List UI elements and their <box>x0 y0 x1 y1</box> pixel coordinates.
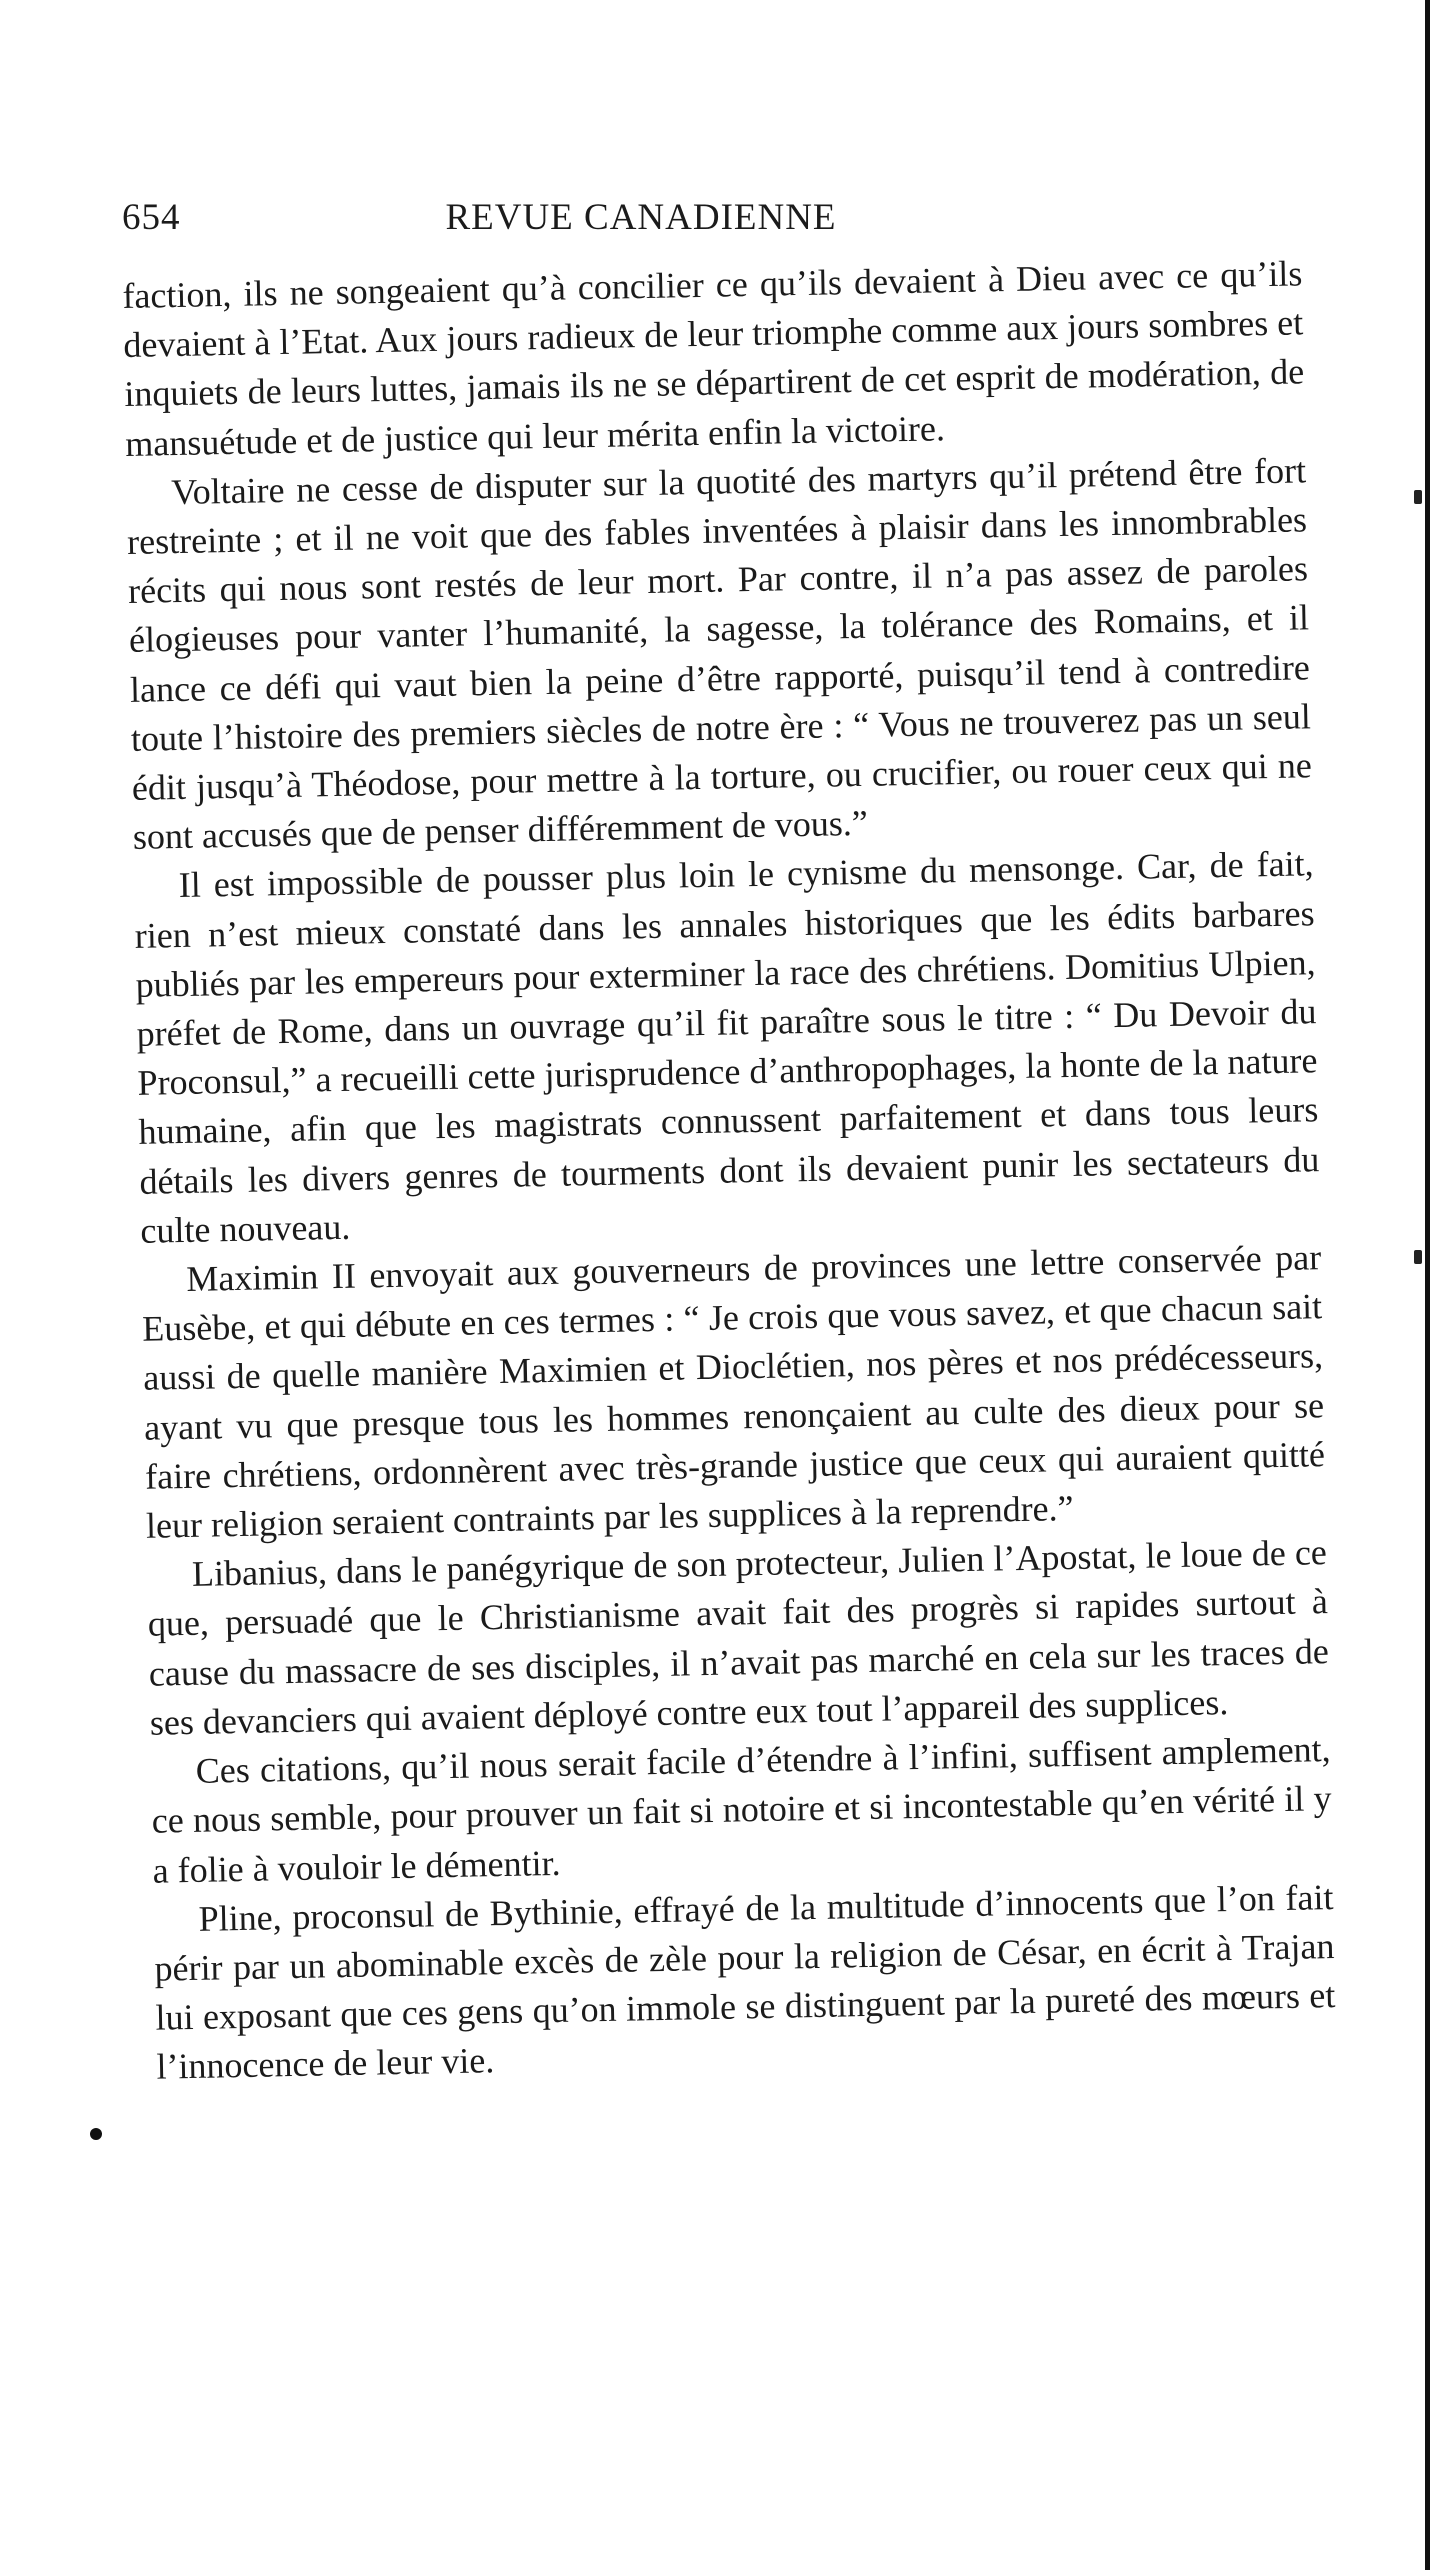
running-header <box>122 196 1340 242</box>
page-number: 654 <box>122 197 181 238</box>
paragraph: faction, ils ne songeaient qu’à concilier ce qu’ils devaient à Dieu avec ce qu’ils devaient à l’Etat. Aux jours radieux de leur triomphe comme aux jours sombres et inquiets de leurs luttes, jamais ils ne se départirent de cet esprit de modération, de mansuétude et de justice qui leur mérita enfin la victoire. <box>122 253 1305 464</box>
paragraph: Il est impossible de pousser plus loin le cynisme du mensonge. Car, de fait, rien n’est mieux constaté dans les annales historiques que les édits barbares publiés par les empereurs pour exterminer la race des chrétiens. Domitius Ulpien, préfet de Rome, dans un ouvrage qu’il fit paraître sous le titre : “ Du Devoir du Proconsul,” a recueilli cette jurisprudence d’anthropophages, la honte de la nature humaine, afin que les magistrats connussent parfaitement et dans tous leurs détails les divers genres de tourments dont ils devaient punir les sectateurs du culte nouveau. <box>134 843 1320 1251</box>
body-text <box>122 249 1337 2092</box>
running-title: REVUE CANADIENNE <box>445 197 837 238</box>
paragraph: Voltaire ne cesse de disputer sur la quotité des martyrs qu’il prétend être fort restreinte ; et il ne voit que des fables inventées à plaisir dans les innombrables récits qui nous sont restés de leur mort. Par contre, il n’a pas assez de paroles élogieuses pour vanter l’humanité, la sagesse, la tolérance des Romains, et il lance ce défi qui vaut bien la peine d’être rapporté, puisqu’il tend à contredire toute l’histoire des premiers siècles de notre ère : “ Vous ne trouverez pas un seul édit jusqu’à Théodose, pour mettre à la torture, ou crucifier, ou rouer ceux qui ne sont accusés que de penser différemment de vous.” <box>126 450 1313 858</box>
ink-smudge <box>90 2128 102 2140</box>
paragraph: Libanius, dans le panégyrique de son protecteur, Julien l’Apostat, le loue de ce que, persuadé que le Christianisme avait fait des progrès si rapides surtout à cause du massacre de ses disciples, il n’avait pas marché en cela sur les traces de ses devanciers qui avaient déployé contre eux tout l’appareil des supplices. <box>147 1532 1330 1743</box>
paragraph: Ces citations, qu’il nous serait facile d’étendre à l’infini, suffisent amplement, ce nous semble, pour prouver un fait si notoire et si incontestable qu’en vérité il y a folie à vouloir le démentir. <box>151 1729 1332 1891</box>
paragraph: Pline, proconsul de Bythinie, effrayé de la multitude d’innocents que l’on fait périr par un abominable excès de zèle pour la religion de César, en écrit à Trajan lui exposant que ces gens qu’on immole se distinguent par la pureté des mœurs et l’innocence de leur vie. <box>154 1876 1336 2087</box>
page-edge-mark <box>1414 490 1422 504</box>
page-edge <box>1425 0 1430 2570</box>
page-edge-mark <box>1414 1250 1422 1264</box>
paragraph: Maximin II envoyait aux gouverneurs de provinces une lettre conservée par Eusèbe, et qui débute en ces termes : “ Je crois que vous savez, et que chacun sait aussi de quelle manière Maximien et Dioclétien, nos pères et nos prédécesseurs, ayant vu que presque tous les hommes renonçaient au culte des dieux pour se faire chrétiens, ordonnèrent avec très-grande justice que ceux qui auraient quitté leur religion seraient contraints par les supplices à la reprendre.” <box>141 1237 1326 1546</box>
